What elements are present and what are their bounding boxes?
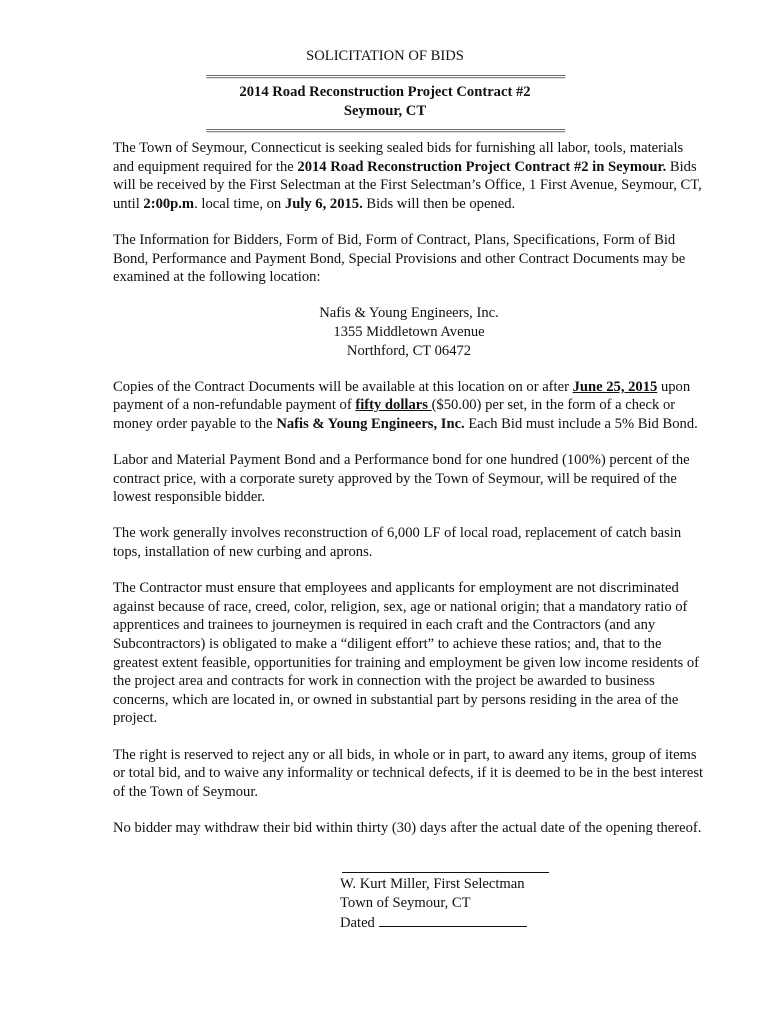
dated-blank-line: [379, 912, 527, 927]
document-body: [113, 139, 705, 855]
rule-bottom: =============================================================: [205, 124, 565, 138]
signature-block: [340, 872, 600, 933]
dated-row: [340, 912, 600, 933]
project-title: [0, 83, 770, 120]
paragraph-withdrawal: No bidder may withdraw their bid within thirty (30) days after the actual date of the opening thereof.: [113, 819, 702, 836]
p3-text-c: upon payment of a non-refundable payment of: [113, 378, 691, 414]
address-line2: 1355 Middletown Avenue: [333, 323, 485, 340]
paragraph-rights: The right is reserved to reject any or all bids, in whole or in part, to award any items, group of items or total bid, and to waive any informality or technical defects, if it is deemed to be in the best interest of the Town of Seymour.: [113, 746, 704, 800]
p3-text-e: Each Bid must include a 5% Bid Bond.: [464, 415, 698, 432]
project-title-line1: 2014 Road Reconstruction Project Contract #2: [239, 84, 531, 100]
paragraph-copies: [113, 378, 705, 434]
p3-text-d: ($50.00) per set, in the form of a check or money order payable to the: [113, 397, 676, 432]
p1-text-e: Bids will then be opened.: [362, 195, 516, 212]
project-title-line2: Seymour, CT: [343, 102, 427, 119]
p3-payee: Nafis & Young Engineers, Inc.: [276, 415, 465, 432]
paragraph-documents: The Information for Bidders, Form of Bid, Form of Contract, Plans, Specifications, Form of Bid Bond, Performance and Payment Bond, Special Provisions and other Contract Documents may be examined at the following location:: [113, 231, 686, 286]
signature-line: [342, 872, 549, 873]
p1-text-d: . local time, on: [194, 195, 285, 212]
p1-text-c: Bids will be received by the First Selectman at the First Selectman’s Office, 1 First Avenue, Seymour, CT, until: [113, 158, 702, 212]
dated-label: Dated: [340, 915, 375, 932]
p1-bid-date: July 6, 2015.: [284, 195, 363, 212]
p3-fee: fifty dollars: [355, 397, 432, 414]
address-line3: Northford, CT 06472: [346, 342, 472, 359]
document-heading: SOLICITATION OF BIDS: [306, 48, 464, 64]
rule-top: =============================================================: [205, 70, 565, 84]
p3-text-a: Copies of the Contract Documents will be available at this location on or after: [113, 378, 573, 395]
paragraph-bonds: Labor and Material Payment Bond and a Performance bond for one hundred (100%) percent of the contract price, with a corporate surety approved by the Town of Seymour, will be required of the lowest responsible bidder.: [113, 452, 690, 506]
paragraph-scope: The work generally involves reconstruction of 6,000 LF of local road, replacement of catch basin tops, installation of new curbing and aprons.: [113, 525, 682, 561]
paragraph-invitation: [113, 139, 705, 213]
p1-text-a: The Town of Seymour, Connecticut is seeking sealed bids for furnishing all labor, tools, materials and equipment required for the: [113, 140, 684, 175]
engineer-address: [113, 304, 705, 360]
signatory-org: Town of Seymour, CT: [340, 894, 471, 911]
p1-project-name: 2014 Road Reconstruction Project Contract #2 in Seymour.: [297, 158, 667, 175]
paragraph-employment: The Contractor must ensure that employees and applicants for employment are not discriminated against because of race, creed, color, religion, sex, age or national origin; that a mandatory ratio of apprentices and trainees to journeymen is required in each craft and the Contractors (and any Subcontractors) is obligated to make a “diligent effort” to achieve these ratios; and, that to the greatest extent feasible, opportunities for training and employment be given low income residents of the project area and contracts for work in connection with the project be awarded to business concerns, which are located in, or owned in substantial part by persons residing in the area of the project.: [113, 580, 700, 727]
p1-bid-time: 2:00p.m: [143, 195, 195, 212]
address-line1: Nafis & Young Engineers, Inc.: [319, 305, 499, 322]
p3-available-date: June 25, 2015: [572, 378, 658, 395]
signatory-name: W. Kurt Miller, First Selectman: [340, 876, 525, 892]
